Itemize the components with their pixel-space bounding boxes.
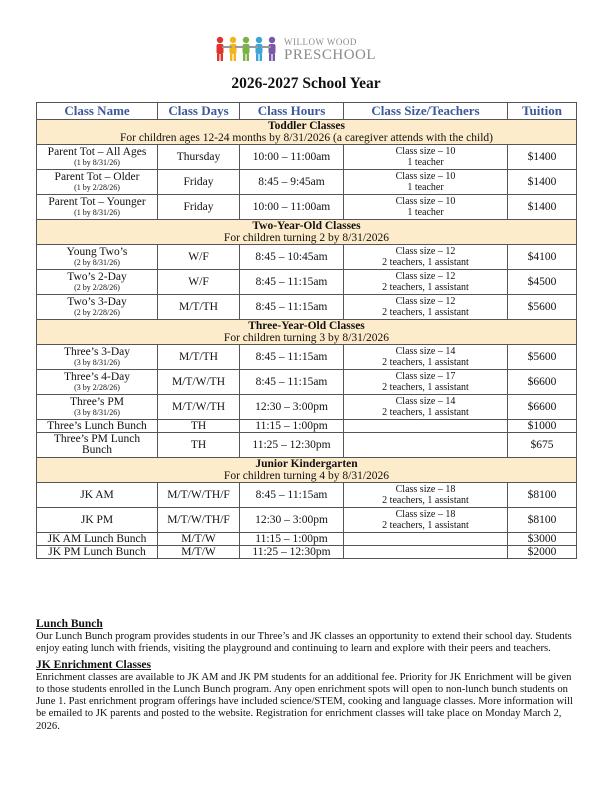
section-header-row bbox=[37, 320, 577, 345]
section-header bbox=[37, 220, 577, 245]
table-row bbox=[37, 420, 577, 433]
jk-enrichment-text: Enrichment classes are available to JK AM and JK PM students for an additional fee. Priority for JK Enrichment will be given to those students enrolled in the Lunch Bunch program. Any open enrichment spots will open to non-lunch bunch students on June 1. Past enrichment program offerings have included science/STEM, cooking and language classes. More information will be emailed to JK parents and posted to the website. Registration for enrichment classes will take place on Monday March 2, 2026. bbox=[36, 672, 574, 732]
class-size-cell bbox=[344, 508, 508, 533]
class-name: JK PM bbox=[80, 513, 114, 526]
class-hours-cell: 8:45 – 11:15am bbox=[240, 295, 344, 320]
class-name-cell bbox=[37, 433, 158, 458]
class-size-cell bbox=[344, 533, 508, 546]
logo-name-top: WILLOW WOOD bbox=[284, 37, 357, 47]
class-name: Two’s 3-Day bbox=[67, 296, 127, 308]
class-hours-cell: 8:45 – 11:15am bbox=[240, 370, 344, 395]
age-cutoff-note: (1 by 8/31/26) bbox=[74, 208, 120, 217]
class-size: Class size – 10 bbox=[395, 171, 456, 182]
tuition-cell: $2000 bbox=[508, 546, 577, 559]
table-row bbox=[37, 295, 577, 320]
notes-section bbox=[36, 618, 578, 737]
table-row bbox=[37, 483, 577, 508]
class-name: Three’s Lunch Bunch bbox=[47, 419, 147, 432]
table-body bbox=[37, 120, 577, 559]
section-subheading: For children turning 2 by 8/31/2026 bbox=[223, 232, 390, 244]
class-hours-cell: 8:45 – 9:45am bbox=[240, 170, 344, 195]
class-size-cell bbox=[344, 420, 508, 433]
class-days-cell: M/T/W bbox=[158, 546, 240, 559]
class-days-cell: M/T/W/TH bbox=[158, 370, 240, 395]
teacher-count: 2 teachers, 1 assistant bbox=[382, 282, 469, 293]
class-name: JK PM Lunch Bunch bbox=[48, 545, 146, 558]
class-days-cell: M/T/TH bbox=[158, 345, 240, 370]
table-row bbox=[37, 508, 577, 533]
tuition-cell: $5600 bbox=[508, 345, 577, 370]
section-heading: Toddler Classes bbox=[267, 120, 345, 132]
teacher-count: 2 teachers, 1 assistant bbox=[382, 495, 469, 506]
class-name-cell bbox=[37, 546, 158, 559]
age-cutoff-note: (3 by 8/31/26) bbox=[74, 408, 120, 417]
class-size: Class size – 12 bbox=[395, 296, 456, 307]
class-days-cell: Friday bbox=[158, 170, 240, 195]
class-size: Class size – 14 bbox=[395, 396, 456, 407]
tuition-cell: $1000 bbox=[508, 420, 577, 433]
class-days-cell: Friday bbox=[158, 195, 240, 220]
class-hours-cell: 11:25 – 12:30pm bbox=[240, 546, 344, 559]
section-heading: Junior Kindergarten bbox=[255, 458, 358, 470]
class-name-cell bbox=[37, 483, 158, 508]
header-class-hours: Class Hours bbox=[240, 103, 344, 120]
class-name: Three’s PM bbox=[70, 396, 124, 408]
tuition-cell: $4100 bbox=[508, 245, 577, 270]
age-cutoff-note: (1 by 8/31/26) bbox=[74, 158, 120, 167]
tuition-cell: $675 bbox=[508, 433, 577, 458]
tuition-cell: $6600 bbox=[508, 395, 577, 420]
class-days-cell: M/T/W/TH/F bbox=[158, 483, 240, 508]
section-header-row bbox=[37, 458, 577, 483]
class-size: Class size – 12 bbox=[395, 246, 456, 257]
class-size: Class size – 18 bbox=[395, 509, 456, 520]
page-title: 2026-2027 School Year bbox=[231, 75, 381, 92]
class-days-cell: M/T/W/TH bbox=[158, 395, 240, 420]
age-cutoff-note: (3 by 8/31/26) bbox=[74, 358, 120, 367]
class-size-cell bbox=[344, 433, 508, 458]
class-size: Class size – 14 bbox=[395, 346, 456, 357]
teacher-count: 2 teachers, 1 assistant bbox=[382, 307, 469, 318]
class-days-cell: Thursday bbox=[158, 145, 240, 170]
section-header-row bbox=[37, 220, 577, 245]
class-name-cell bbox=[37, 245, 158, 270]
age-cutoff-note: (2 by 2/28/26) bbox=[74, 308, 120, 317]
class-size: Class size – 10 bbox=[395, 196, 456, 207]
class-name-cell bbox=[37, 420, 158, 433]
class-name: Three’s 3-Day bbox=[63, 346, 131, 358]
jk-enrichment-heading: JK Enrichment Classes bbox=[36, 659, 151, 672]
tuition-cell: $1400 bbox=[508, 170, 577, 195]
class-days-cell: W/F bbox=[158, 245, 240, 270]
class-name: Parent Tot – All Ages bbox=[47, 146, 147, 158]
class-hours-cell: 10:00 – 11:00am bbox=[240, 145, 344, 170]
class-name: Two’s 2-Day bbox=[67, 271, 127, 283]
class-size-cell bbox=[344, 345, 508, 370]
teacher-count: 1 teacher bbox=[407, 207, 444, 218]
class-name-cell bbox=[37, 395, 158, 420]
tuition-cell: $6600 bbox=[508, 370, 577, 395]
tuition-cell: $1400 bbox=[508, 195, 577, 220]
class-size-cell bbox=[344, 145, 508, 170]
teacher-count: 2 teachers, 1 assistant bbox=[382, 357, 469, 368]
class-name: Parent Tot – Older bbox=[54, 171, 140, 183]
section-heading: Three-Year-Old Classes bbox=[248, 320, 365, 332]
class-days-cell: TH bbox=[158, 420, 240, 433]
table-row bbox=[37, 145, 577, 170]
class-schedule-table bbox=[36, 102, 577, 559]
class-size-cell bbox=[344, 170, 508, 195]
class-size-cell bbox=[344, 483, 508, 508]
class-name-cell bbox=[37, 508, 158, 533]
header-class-days: Class Days bbox=[158, 103, 240, 120]
class-name-cell bbox=[37, 295, 158, 320]
class-size: Class size – 17 bbox=[395, 371, 456, 382]
class-name-cell bbox=[37, 533, 158, 546]
class-size: Class size – 12 bbox=[395, 271, 456, 282]
class-hours-cell: 11:25 – 12:30pm bbox=[240, 433, 344, 458]
tuition-cell: $1400 bbox=[508, 145, 577, 170]
class-name: Parent Tot – Younger bbox=[48, 196, 146, 208]
table-header-row bbox=[37, 103, 577, 120]
table-row bbox=[37, 245, 577, 270]
class-hours-cell: 8:45 – 11:15am bbox=[240, 483, 344, 508]
class-name: Three’s 4-Day bbox=[63, 371, 131, 383]
section-subheading: For children ages 12-24 months by 8/31/2026 (a caregiver attends with the child) bbox=[119, 132, 494, 144]
age-cutoff-note: (2 by 8/31/26) bbox=[74, 258, 120, 267]
class-size-cell bbox=[344, 546, 508, 559]
table-row bbox=[37, 433, 577, 458]
class-size-cell bbox=[344, 270, 508, 295]
table-row bbox=[37, 370, 577, 395]
table-row bbox=[37, 533, 577, 546]
section-header-row bbox=[37, 120, 577, 145]
class-size: Class size – 18 bbox=[395, 484, 456, 495]
table-row bbox=[37, 345, 577, 370]
class-hours-cell: 11:15 – 1:00pm bbox=[240, 533, 344, 546]
section-subheading: For children turning 4 by 8/31/2026 bbox=[223, 470, 390, 482]
table-row bbox=[37, 270, 577, 295]
class-days-cell: M/T/TH bbox=[158, 295, 240, 320]
class-size-cell bbox=[344, 370, 508, 395]
tuition-cell: $4500 bbox=[508, 270, 577, 295]
class-hours-cell: 10:00 – 11:00am bbox=[240, 195, 344, 220]
teacher-count: 1 teacher bbox=[407, 182, 444, 193]
tuition-cell: $8100 bbox=[508, 483, 577, 508]
lunch-bunch-heading: Lunch Bunch bbox=[36, 618, 103, 630]
class-size-cell bbox=[344, 245, 508, 270]
children-figures-icon bbox=[214, 36, 278, 62]
tuition-cell: $3000 bbox=[508, 533, 577, 546]
class-hours-cell: 8:45 – 10:45am bbox=[240, 245, 344, 270]
class-name-cell bbox=[37, 345, 158, 370]
table-row bbox=[37, 395, 577, 420]
class-name-cell bbox=[37, 370, 158, 395]
section-header bbox=[37, 320, 577, 345]
class-hours-cell: 12:30 – 3:00pm bbox=[240, 508, 344, 533]
class-size-cell bbox=[344, 195, 508, 220]
teacher-count: 2 teachers, 1 assistant bbox=[382, 257, 469, 268]
class-hours-cell: 8:45 – 11:15am bbox=[240, 345, 344, 370]
class-name: Young Two’s bbox=[66, 246, 128, 258]
school-logo bbox=[214, 36, 376, 64]
section-heading: Two-Year-Old Classes bbox=[252, 220, 361, 232]
class-hours-cell: 8:45 – 11:15am bbox=[240, 270, 344, 295]
header-class-size: Class Size/Teachers bbox=[344, 103, 508, 120]
class-days-cell: M/T/W/TH/F bbox=[158, 508, 240, 533]
age-cutoff-note: (3 by 2/28/26) bbox=[74, 383, 120, 392]
class-hours-cell: 12:30 – 3:00pm bbox=[240, 395, 344, 420]
class-size: Class size – 10 bbox=[395, 146, 456, 157]
class-days-cell: TH bbox=[158, 433, 240, 458]
section-subheading: For children turning 3 by 8/31/2026 bbox=[223, 332, 390, 344]
class-size-cell bbox=[344, 295, 508, 320]
class-name-cell bbox=[37, 145, 158, 170]
class-days-cell: W/F bbox=[158, 270, 240, 295]
tuition-cell: $5600 bbox=[508, 295, 577, 320]
class-size-cell bbox=[344, 395, 508, 420]
tuition-cell: $8100 bbox=[508, 508, 577, 533]
class-name: JK AM Lunch Bunch bbox=[47, 532, 147, 545]
logo-name-bottom: PRESCHOOL bbox=[284, 47, 377, 63]
class-name: JK AM bbox=[80, 488, 114, 501]
table-row bbox=[37, 170, 577, 195]
section-header bbox=[37, 458, 577, 483]
class-name-cell bbox=[37, 270, 158, 295]
teacher-count: 1 teacher bbox=[407, 157, 444, 168]
section-header bbox=[37, 120, 577, 145]
teacher-count: 2 teachers, 1 assistant bbox=[382, 520, 469, 531]
header-tuition: Tuition bbox=[508, 103, 577, 120]
lunch-bunch-text: Our Lunch Bunch program provides students in our Three’s and JK classes an opportunity to extend their school day. Students enjoy eating lunch with friends, visiting the playground and continuing to learn and explore with their peers and teachers. bbox=[36, 631, 572, 655]
age-cutoff-note: (1 by 2/28/26) bbox=[74, 183, 120, 192]
class-name-cell bbox=[37, 170, 158, 195]
age-cutoff-note: (2 by 2/28/26) bbox=[74, 283, 120, 292]
header-class-name: Class Name bbox=[37, 103, 158, 120]
table-row bbox=[37, 195, 577, 220]
table-row bbox=[37, 546, 577, 559]
teacher-count: 2 teachers, 1 assistant bbox=[382, 407, 469, 418]
class-name-cell bbox=[37, 195, 158, 220]
class-name: Three’s PM Lunch Bunch bbox=[53, 433, 141, 456]
teacher-count: 2 teachers, 1 assistant bbox=[382, 382, 469, 393]
class-days-cell: M/T/W bbox=[158, 533, 240, 546]
class-hours-cell: 11:15 – 1:00pm bbox=[240, 420, 344, 433]
